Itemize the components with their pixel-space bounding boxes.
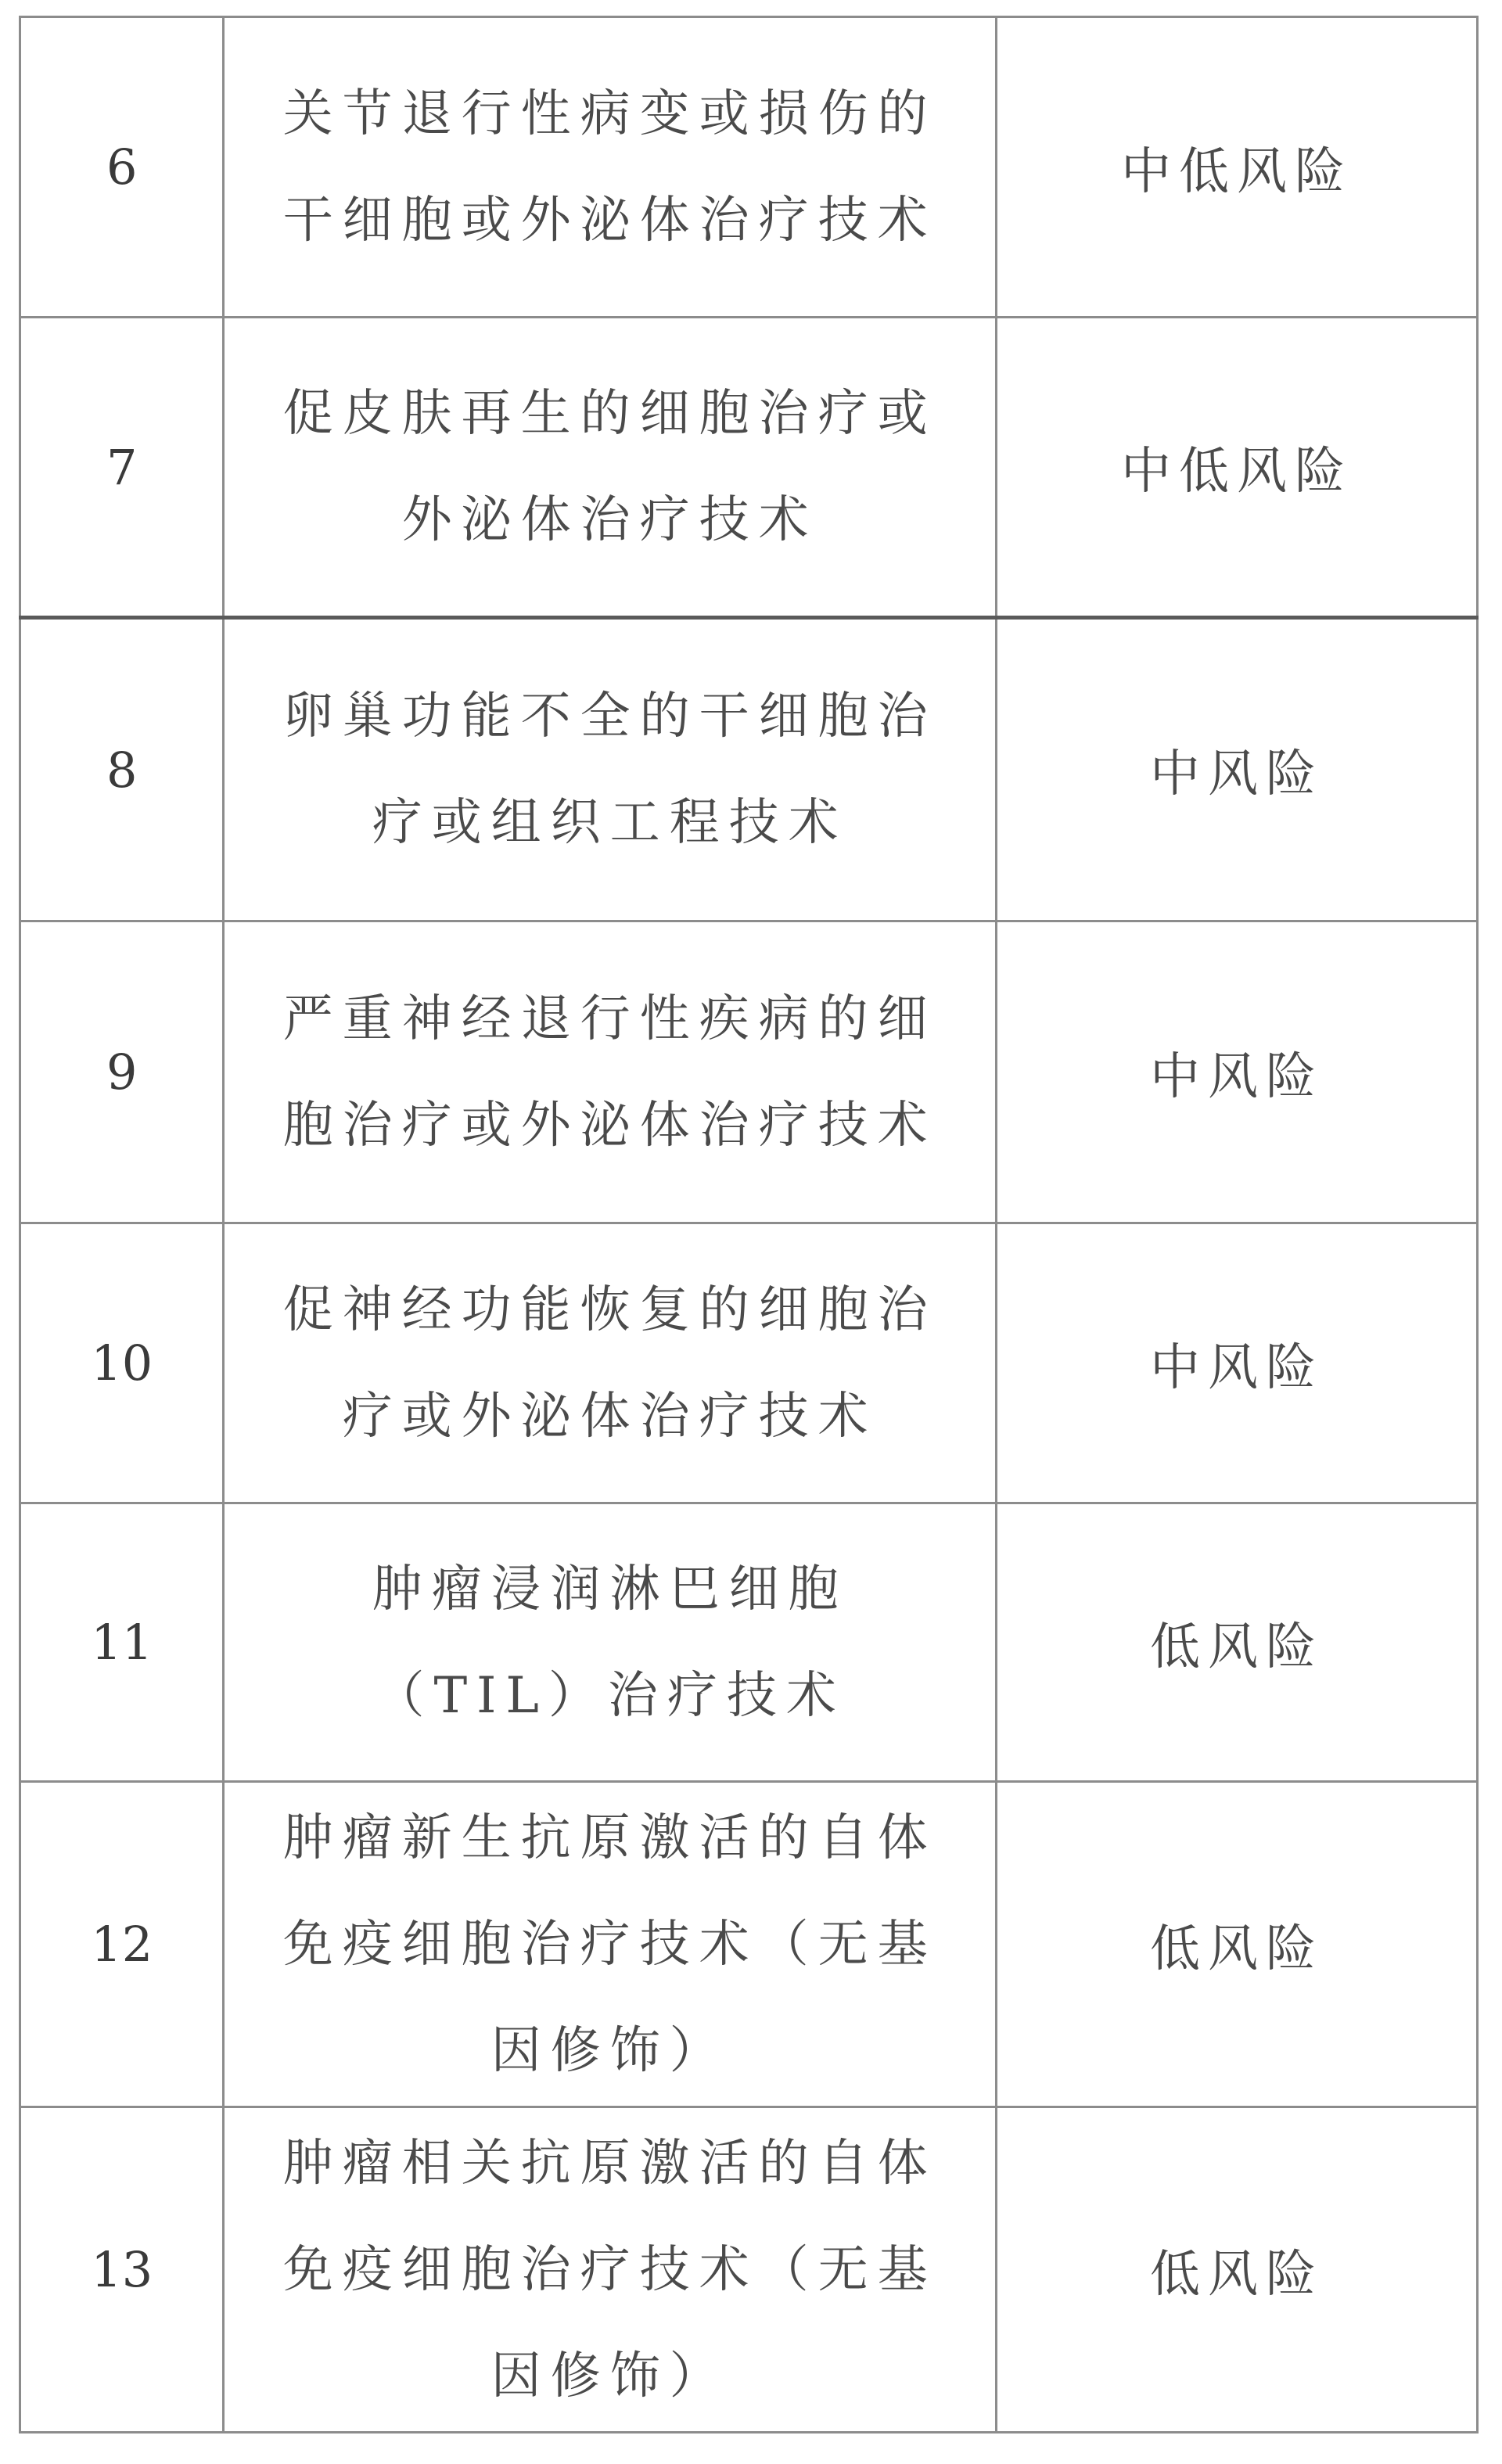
- table-row: [20, 618, 1478, 921]
- risk-level: 中低风险: [996, 17, 1477, 318]
- risk-level: 中风险: [996, 618, 1477, 921]
- row-number: 9: [20, 921, 224, 1223]
- row-number: 11: [20, 1503, 224, 1782]
- table-row: [20, 1503, 1478, 1782]
- risk-level: 低风险: [996, 1503, 1477, 1782]
- technology-name: 严重神经退行性疾病的细胞治疗或外泌体治疗技术: [224, 921, 997, 1223]
- table-row: [20, 17, 1478, 318]
- row-number: 8: [20, 618, 224, 921]
- technology-risk-table: [19, 16, 1479, 2433]
- technology-name: 促皮肤再生的细胞治疗或外泌体治疗技术: [224, 318, 997, 618]
- table-row: [20, 1782, 1478, 2107]
- technology-name: 促神经功能恢复的细胞治疗或外泌体治疗技术: [224, 1223, 997, 1503]
- risk-level: 中低风险: [996, 318, 1477, 618]
- risk-level: 中风险: [996, 1223, 1477, 1503]
- risk-level: 低风险: [996, 2107, 1477, 2433]
- risk-level: 中风险: [996, 921, 1477, 1223]
- technology-name: 肿瘤相关抗原激活的自体免疫细胞治疗技术（无基因修饰）: [224, 2107, 997, 2433]
- row-number: 7: [20, 318, 224, 618]
- row-number: 13: [20, 2107, 224, 2433]
- row-number: 6: [20, 17, 224, 318]
- row-number: 10: [20, 1223, 224, 1503]
- technology-name: 肿瘤新生抗原激活的自体免疫细胞治疗技术（无基因修饰）: [224, 1782, 997, 2107]
- table-row: [20, 921, 1478, 1223]
- table-row: [20, 1223, 1478, 1503]
- table-row: [20, 2107, 1478, 2433]
- technology-name: 肿瘤浸润淋巴细胞（TIL）治疗技术: [224, 1503, 997, 1782]
- technology-name: 关节退行性病变或损伤的干细胞或外泌体治疗技术: [224, 17, 997, 318]
- technology-name: 卵巢功能不全的干细胞治疗或组织工程技术: [224, 618, 997, 921]
- risk-level: 低风险: [996, 1782, 1477, 2107]
- table-row: [20, 318, 1478, 618]
- row-number: 12: [20, 1782, 224, 2107]
